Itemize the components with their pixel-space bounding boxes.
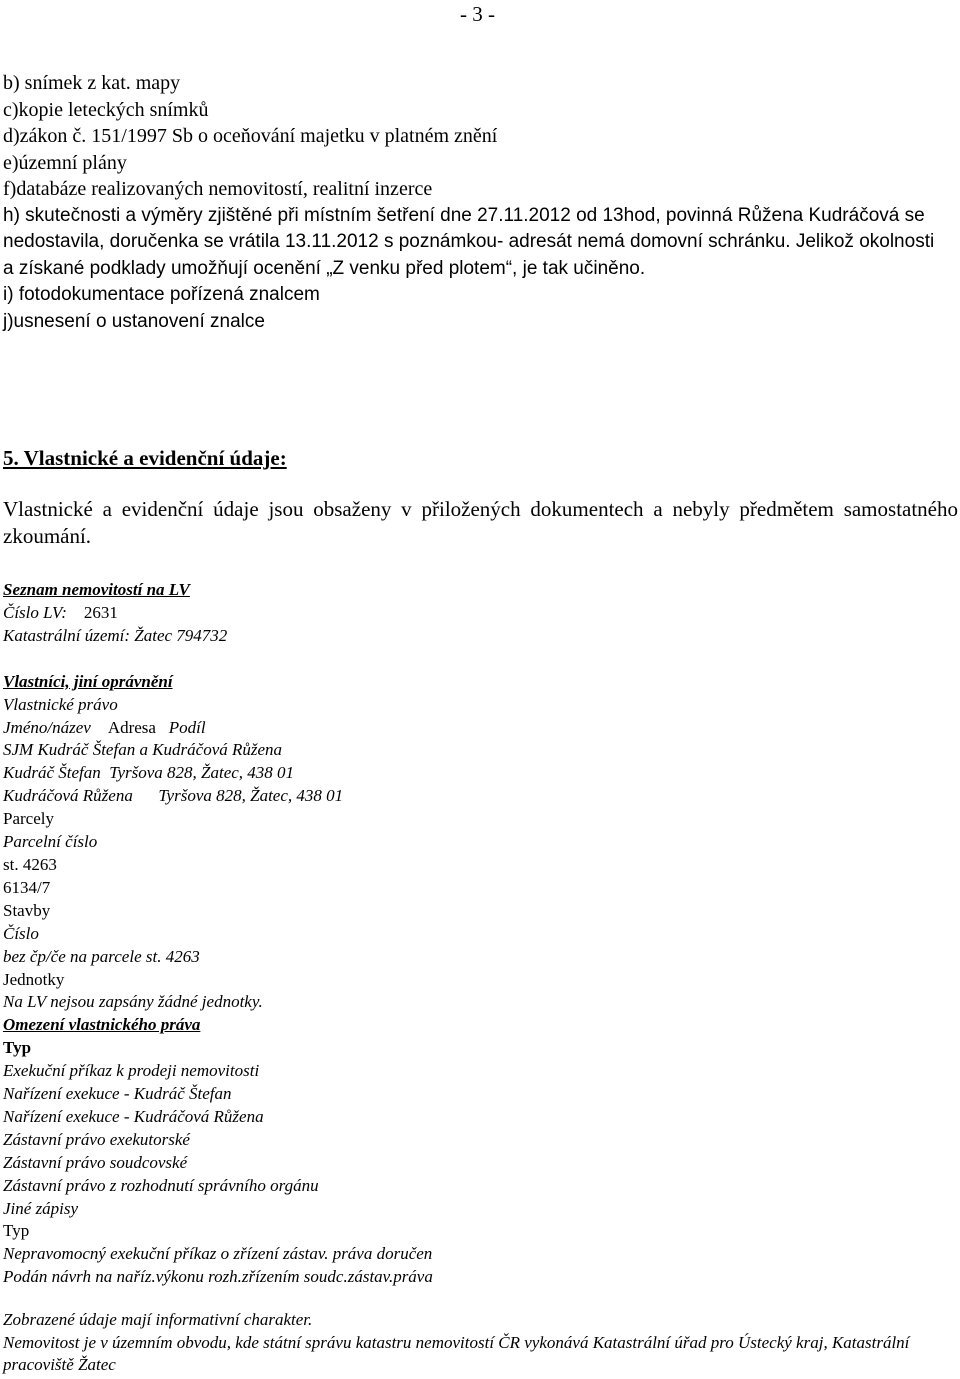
units-value: Na LV nejsou zapsány žádné jednotky. [3, 992, 263, 1012]
footer-note [3, 1309, 948, 1377]
owners-columns [3, 717, 948, 740]
restrictions-heading: Omezení vlastnického práva [3, 1015, 201, 1035]
other-entries-heading: Jiné zápisy [3, 1198, 79, 1218]
other-entry-item: Nepravomocný exekuční příkaz o zřízení zástav. práva doručen [3, 1244, 433, 1264]
source-item-h-survey: h) skutečnosti a výměry zjištěné při místním šetření dne 27.11.2012 od 13hod, povinná Růžena Kudráčová se nedostavila, doručenka se vrátila 13.11.2012 s poznámkou- adresát nemá domovní schránku. [3, 204, 925, 252]
restrictions-type-label: Typ [3, 1038, 32, 1058]
source-item-b: b) snímek z kat. mapy [3, 72, 181, 94]
section-5-heading: 5. Vlastnické a evidenční údaje: [3, 446, 287, 470]
lv-extract [3, 579, 948, 1289]
restriction-item: Zástavní právo z rozhodnutí správního orgánu [3, 1175, 319, 1195]
restriction-item: Nařízení exekuce - Kudráčová Růžena [3, 1106, 264, 1126]
owner-name: Kudráčová Růžena [3, 786, 133, 806]
owners-heading: Vlastníci, jiní oprávnění [3, 671, 173, 691]
cadastral-area: Katastrální území: Žatec 794732 [3, 625, 228, 645]
source-item-h [3, 203, 948, 283]
building-value: bez čp/če na parcele st. 4263 [3, 946, 200, 966]
col-share: Podíl [168, 717, 206, 737]
owner-address: Tyršova 828, Žatec, 438 01 [109, 763, 295, 783]
parcel-number-label: Parcelní číslo [3, 832, 98, 852]
parcel-item: st. 4263 [3, 854, 57, 874]
footer-line-cadastral-office: Nemovitost je v územním obvodu, kde státní správu katastru nemovitostí ČR vykonává Katastrální úřad pro Ústecký kraj, Katastrální pracoviště Žatec [3, 1332, 910, 1374]
buildings-heading: Stavby [3, 900, 51, 920]
source-item-j: j)usnesení o ustanovení znalce [3, 310, 265, 332]
owner-row [3, 762, 948, 785]
parcel-item: 6134/7 [3, 877, 51, 897]
col-name: Jméno/název [3, 717, 91, 737]
other-entries-type-label: Typ [3, 1221, 30, 1241]
ownership-right: Vlastnické právo [3, 694, 118, 714]
owner-name: Kudráč Štefan [3, 763, 101, 783]
restriction-item: Nařízení exekuce - Kudráč Štefan [3, 1084, 232, 1104]
building-number-label: Číslo [3, 923, 39, 943]
page-number: - 3 - [460, 2, 495, 26]
restriction-item: Exekuční příkaz k prodeji nemovitosti [3, 1061, 260, 1081]
lv-number-row [3, 602, 948, 625]
restriction-item: Zástavní právo soudcovské [3, 1152, 188, 1172]
sources-list [3, 70, 948, 335]
units-heading: Jednotky [3, 969, 65, 989]
source-item-d: d)zákon č. 151/1997 Sb o oceňování majetku v platném znění [3, 125, 498, 147]
source-item-e: e)územní plány [3, 151, 127, 174]
restriction-item: Zástavní právo exekutorské [3, 1129, 190, 1149]
joint-ownership: SJM Kudráč Štefan a Kudráčová Růžena [3, 740, 283, 760]
source-item-f: f)databáze realizovaných nemovitostí, realitní inzerce [3, 178, 433, 200]
source-item-c: c)kopie leteckých snímků [3, 98, 209, 121]
other-entry-item: Podán návrh na naříz.výkonu rozh.zřízením soudc.zástav.práva [3, 1267, 433, 1287]
footer-line-informative: Zobrazené údaje mají informativní charakter. [3, 1310, 313, 1329]
lv-number-value: 2631 [83, 602, 118, 622]
col-address: Adresa [107, 717, 156, 737]
owner-row [3, 785, 948, 808]
source-item-h-note: Jelikož okolnosti a získané podklady umožňují ocenění „Z venku před plotem“, je tak učiněno. [3, 231, 935, 279]
spacer [3, 648, 948, 671]
source-item-i: i) fotodokumentace pořízená znalcem [3, 284, 320, 305]
parcels-heading: Parcely [3, 809, 54, 829]
section-5-paragraph: Vlastnické a evidenční údaje jsou obsaženy v přiložených dokumentech a nebyly předmětem samostatného zkoumání. [3, 497, 958, 548]
lv-number-label: Číslo LV: [3, 602, 67, 622]
lv-title: Seznam nemovitostí na LV [3, 580, 190, 599]
owner-address: Tyršova 828, Žatec, 438 01 [158, 786, 344, 806]
